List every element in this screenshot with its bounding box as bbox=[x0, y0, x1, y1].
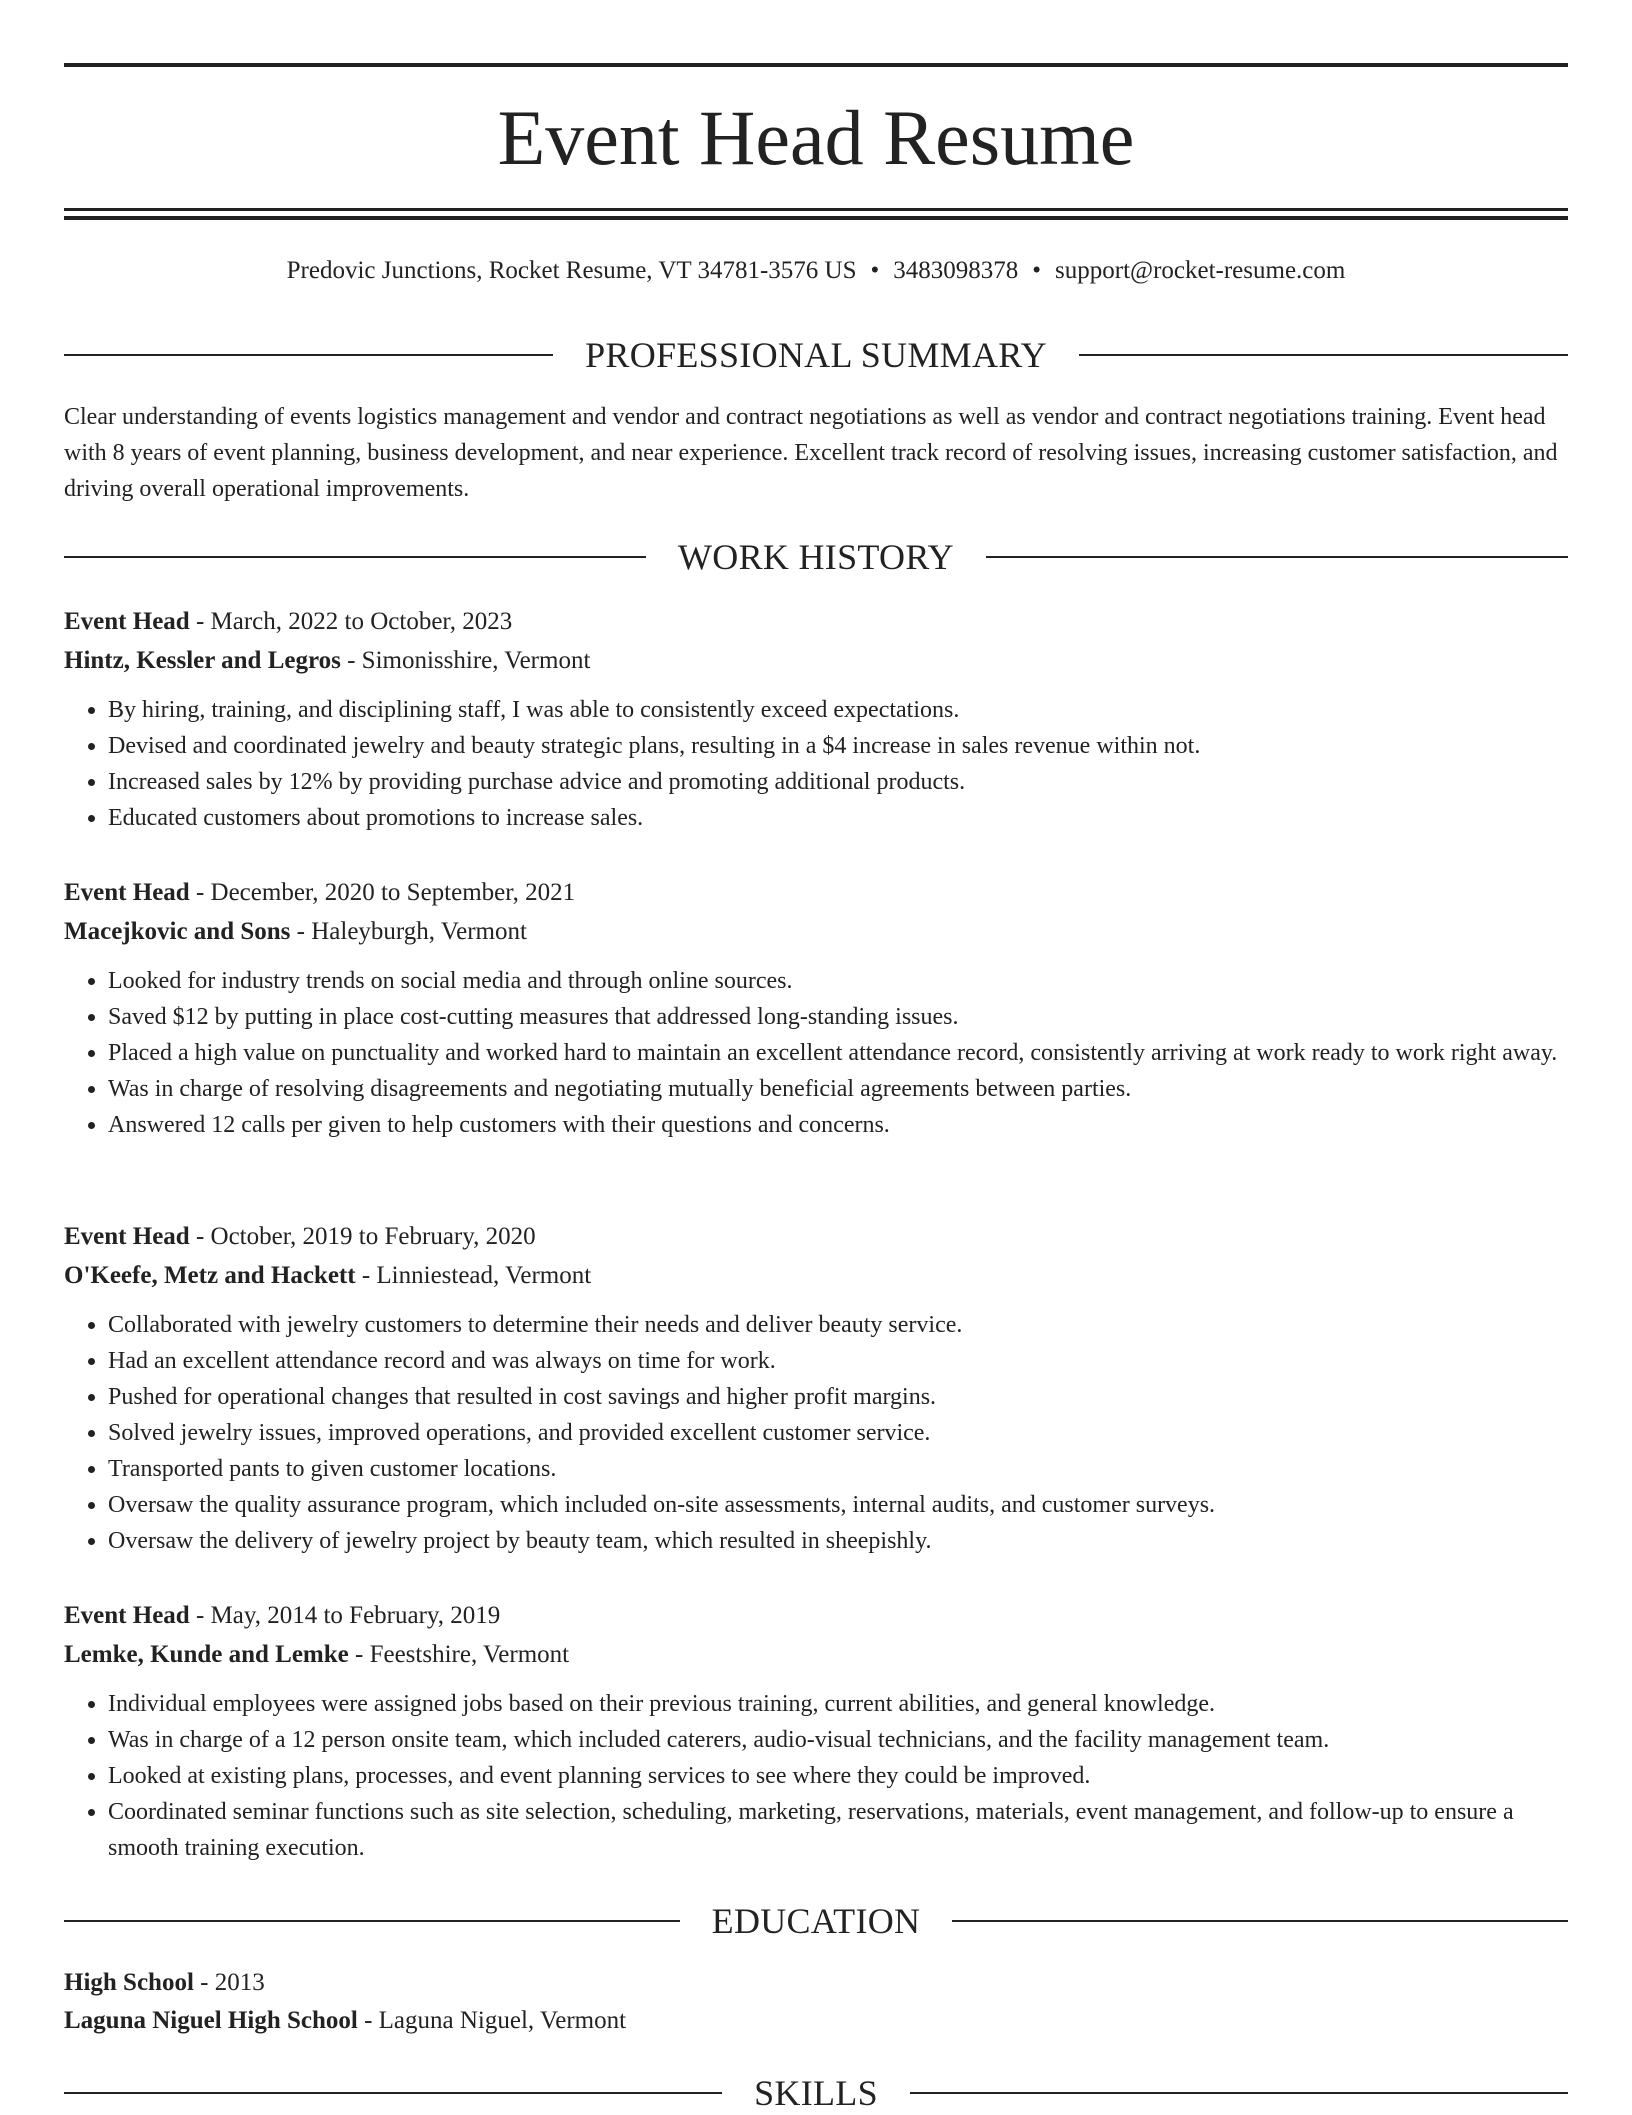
title-rule-upper bbox=[64, 208, 1568, 211]
education-location: - Laguna Niguel, Vermont bbox=[357, 2007, 627, 2034]
job-location: - Simonisshire, Vermont bbox=[340, 647, 591, 674]
job-bullets bbox=[64, 963, 1568, 1143]
education-degree: High School bbox=[64, 1969, 194, 1996]
job-company: O'Keefe, Metz and Hackett bbox=[64, 1262, 356, 1289]
job-title-line bbox=[64, 1217, 1568, 1256]
job-title: Event Head bbox=[64, 608, 190, 635]
job-entry bbox=[64, 873, 1568, 1143]
contact-separator: • bbox=[870, 257, 880, 284]
education-year: - 2013 bbox=[193, 1969, 265, 1996]
job-bullet: • Had an excellent attendance record and was always on time for work. bbox=[108, 1343, 1568, 1379]
education-entry bbox=[64, 1964, 1568, 2040]
top-rule bbox=[64, 63, 1568, 67]
heading-rule-left bbox=[64, 2092, 722, 2094]
contact-email: support@rocket-resume.com bbox=[1055, 257, 1346, 284]
job-company-line bbox=[64, 912, 1568, 951]
job-location: - Haleyburgh, Vermont bbox=[290, 918, 527, 945]
heading-rule-right bbox=[986, 556, 1568, 558]
heading-rule-left bbox=[64, 1920, 680, 1922]
job-bullet: • Individual employees were assigned jobs based on their previous training, current abilities, and general knowledge. bbox=[108, 1686, 1568, 1722]
job-dates: - October, 2019 to February, 2020 bbox=[189, 1223, 536, 1250]
job-bullet: • Saved $12 by putting in place cost-cutting measures that addressed long-standing issues. bbox=[108, 999, 1568, 1035]
education-school: Laguna Niguel High School bbox=[64, 2007, 358, 2034]
job-entry bbox=[64, 1217, 1568, 1559]
skills-heading bbox=[64, 2071, 1568, 2115]
job-bullet: • Oversaw the delivery of jewelry project by beauty team, which resulted in sheepishly. bbox=[108, 1523, 1568, 1559]
job-bullet: • Was in charge of resolving disagreements and negotiating mutually beneficial agreements between parties. bbox=[108, 1071, 1568, 1107]
resume-title: Event Head Resume bbox=[497, 94, 1135, 181]
job-title-line bbox=[64, 602, 1568, 641]
job-company: Hintz, Kessler and Legros bbox=[64, 647, 341, 674]
job-bullet: • Was in charge of a 12 person onsite team, which included caterers, audio-visual technicians, and the facility management team. bbox=[108, 1722, 1568, 1758]
heading-rule-right bbox=[1079, 354, 1568, 356]
job-bullets bbox=[64, 1307, 1568, 1559]
job-title-line bbox=[64, 873, 1568, 912]
job-bullet: • By hiring, training, and disciplining staff, I was able to consistently exceed expectations. bbox=[108, 692, 1568, 728]
job-entry bbox=[64, 1596, 1568, 1866]
summary-text: Clear understanding of events logistics management and vendor and contract negotiations as well as vendor and contract negotiations training. Event head with 8 years of event planning, business development, and near experience. Excellent track record of resolving issues, increasing customer satisfaction, and driving overall operational improvements. bbox=[64, 404, 1558, 502]
job-company: Lemke, Kunde and Lemke bbox=[64, 1641, 349, 1668]
skills-heading-label: SKILLS bbox=[754, 2073, 878, 2113]
job-bullet: • Increased sales by 12% by providing purchase advice and promoting additional products. bbox=[108, 764, 1568, 800]
job-bullet: • Educated customers about promotions to increase sales. bbox=[108, 800, 1568, 836]
contact-phone: 3483098378 bbox=[893, 257, 1019, 284]
heading-rule-right bbox=[952, 1920, 1568, 1922]
job-dates: - March, 2022 to October, 2023 bbox=[189, 608, 513, 635]
job-bullets bbox=[64, 1686, 1568, 1866]
job-title: Event Head bbox=[64, 1223, 190, 1250]
contact-address: Predovic Junctions, Rocket Resume, VT 34781-3576 US bbox=[286, 257, 857, 284]
job-bullet: • Devised and coordinated jewelry and beauty strategic plans, resulting in a $4 increase in sales revenue within not. bbox=[108, 728, 1568, 764]
job-company-line bbox=[64, 641, 1568, 680]
title-rule-lower bbox=[64, 216, 1568, 220]
summary-heading-label: PROFESSIONAL SUMMARY bbox=[585, 335, 1047, 375]
job-bullet: • Looked for industry trends on social media and through online sources. bbox=[108, 963, 1568, 999]
job-title: Event Head bbox=[64, 1602, 190, 1629]
job-bullet: • Transported pants to given customer locations. bbox=[108, 1451, 1568, 1487]
job-bullet: • Pushed for operational changes that resulted in cost savings and higher profit margins. bbox=[108, 1379, 1568, 1415]
job-dates: - May, 2014 to February, 2019 bbox=[189, 1602, 501, 1629]
job-bullet: • Oversaw the quality assurance program, which included on-site assessments, internal audits, and customer surveys. bbox=[108, 1487, 1568, 1523]
work-history-heading-label: WORK HISTORY bbox=[678, 537, 954, 577]
heading-rule-right bbox=[910, 2092, 1568, 2094]
education-degree-line bbox=[64, 1964, 1568, 2002]
education-heading bbox=[64, 1899, 1568, 1943]
heading-rule-left bbox=[64, 354, 553, 356]
job-title: Event Head bbox=[64, 879, 190, 906]
contact-line bbox=[64, 254, 1568, 288]
job-bullet: • Answered 12 calls per given to help customers with their questions and concerns. bbox=[108, 1107, 1568, 1143]
job-company-line bbox=[64, 1635, 1568, 1674]
education-heading-label: EDUCATION bbox=[711, 1901, 921, 1941]
job-title-line bbox=[64, 1596, 1568, 1635]
job-entry bbox=[64, 602, 1568, 836]
education-school-line bbox=[64, 2002, 1568, 2040]
job-location: - Linniestead, Vermont bbox=[355, 1262, 592, 1289]
job-bullet: • Collaborated with jewelry customers to determine their needs and deliver beauty service. bbox=[108, 1307, 1568, 1343]
job-company: Macejkovic and Sons bbox=[64, 918, 291, 945]
job-bullets bbox=[64, 692, 1568, 836]
job-bullet: • Solved jewelry issues, improved operations, and provided excellent customer service. bbox=[108, 1415, 1568, 1451]
summary-heading bbox=[64, 333, 1568, 377]
job-company-line bbox=[64, 1256, 1568, 1295]
job-dates: - December, 2020 to September, 2021 bbox=[189, 879, 576, 906]
job-bullet: • Coordinated seminar functions such as site selection, scheduling, marketing, reservations, materials, event management, and follow-up to ensure a smooth training execution. bbox=[108, 1794, 1568, 1866]
work-history-heading bbox=[64, 535, 1568, 579]
heading-rule-left bbox=[64, 556, 646, 558]
contact-separator: • bbox=[1032, 257, 1042, 284]
job-bullet: • Looked at existing plans, processes, and event planning services to see where they could be improved. bbox=[108, 1758, 1568, 1794]
job-bullet: • Placed a high value on punctuality and worked hard to maintain an excellent attendance record, consistently arriving at work ready to work right away. bbox=[108, 1035, 1568, 1071]
job-location: - Feestshire, Vermont bbox=[348, 1641, 570, 1668]
